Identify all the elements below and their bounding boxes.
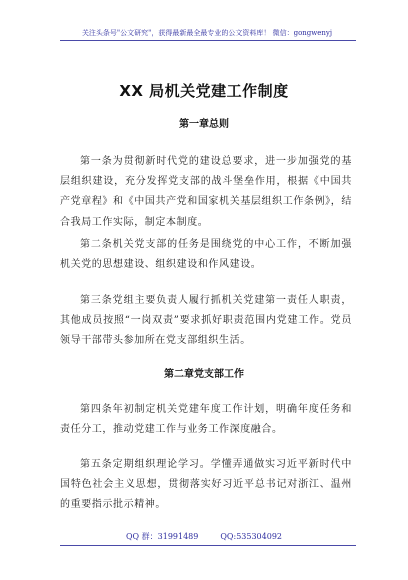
article-3-paragraph: 第三条党组主要负责人履行抓机关党建第一责任人职责，其他成员按照“一岗双责”要求抓好职责范围内党建工作。党员领导干部带头参加所在党支部组织生活。 — [60, 295, 352, 347]
article-4-paragraph: 第四条年初制定机关党建年度工作计划，明确年度任务和责任分工，推动党建工作与业务工作深度融合。 — [60, 404, 352, 436]
header-divider — [60, 40, 356, 41]
qq-group-text: QQ 群：31991489 — [125, 532, 199, 541]
article-5-paragraph: 第五条定期组织理论学习。学懂弄通做实习近平新时代中国特色社会主义思想，贯彻落实好习近平总书记对浙江、温州的重要指示批示精神。 — [60, 459, 352, 511]
qq-number-text: QQ:535304092 — [220, 532, 282, 541]
footer-contact — [0, 531, 408, 543]
document-title: XX 局机关党建工作制度 — [119, 82, 289, 100]
footer-divider — [60, 545, 356, 546]
header-banner: 关注头条号"公文研究"，获得最新最全最专业的公文资料库！ 微信：gongwenyj — [81, 29, 333, 37]
article-1-paragraph: 第一条为贯彻新时代党的建设总要求，进一步加强党的基层组织建设，充分发挥党支部的战斗堡垒作用，根据《中国共产党章程》和《中国共产党和国家机关基层组织工作条例》，结合我局工作实际，制定本制度。 — [60, 156, 352, 228]
article-2-paragraph: 第二条机关党支部的任务是围绕党的中心工作，不断加强机关党的思想建设、组织建设和作风建设。 — [60, 239, 352, 271]
chapter-heading-2: 第二章党支部工作 — [164, 369, 244, 380]
chapter-heading-1: 第一章总则 — [179, 119, 229, 130]
